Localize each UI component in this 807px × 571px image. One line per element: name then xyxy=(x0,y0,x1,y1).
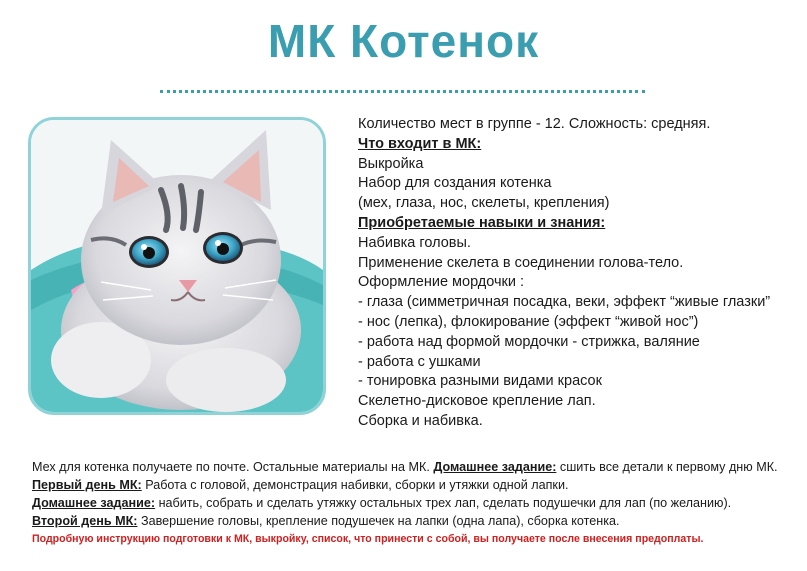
course-info xyxy=(358,115,798,432)
skill-item: - нос (лепка), флокирование (эффект “живой нос”) xyxy=(358,313,699,330)
day1-label: Первый день МК: xyxy=(32,478,142,492)
prepayment-note: Подробную инструкцию подготовки к МК, выкройку, список, что принести с собой, вы получаете после внесения предоплаты. xyxy=(32,533,704,545)
included-item: (мех, глаза, нос, скелеты, крепления) xyxy=(358,195,610,212)
page-title: МК Котенок xyxy=(267,15,540,67)
day2-label: Второй день МК: xyxy=(32,514,138,528)
homework-row xyxy=(32,494,802,512)
skill-item: - работа над формой мордочки - стрижка, валяние xyxy=(358,333,700,350)
skill-item: Набивка головы. xyxy=(358,234,471,251)
homework-text-1: сшить все детали к первому дню МК. xyxy=(559,460,778,474)
skill-item: Применение скелета в соединении голова-тело. xyxy=(358,254,684,271)
skill-item: - тонировка разными видами красок xyxy=(358,373,602,390)
homework-label-1: Домашнее задание: xyxy=(433,460,557,474)
included-item: Набор для создания котенка xyxy=(358,175,552,192)
dotted-divider xyxy=(160,90,645,93)
intro-line: Количество мест в группе - 12. Сложность: средняя. xyxy=(358,116,711,132)
skill-item: Сборка и набивка. xyxy=(358,412,483,429)
materials-row xyxy=(32,458,802,476)
homework-text-2: набить, собрать и сделать утяжку остальных трех лап, сделать подушечки для лап (по желанию). xyxy=(158,496,732,510)
skill-item: - работа с ушками xyxy=(358,353,481,370)
kitten-icon xyxy=(31,120,323,412)
included-heading: Что входит в МК: xyxy=(358,135,482,152)
materials-text: Мех для котенка получаете по почте. Остальные материалы на МК. xyxy=(32,460,430,474)
skill-item: Оформление мордочки : xyxy=(358,274,525,291)
homework-label-2: Домашнее задание: xyxy=(32,496,156,510)
skill-item: - глаза (симметричная посадка, веки, эффект “живые глазки” xyxy=(358,294,771,311)
kitten-photo xyxy=(28,117,326,415)
day2-row xyxy=(32,512,802,530)
skill-item: Скелетно-дисковое крепление лап. xyxy=(358,393,596,410)
day1-row xyxy=(32,476,802,494)
schedule-block xyxy=(32,458,802,548)
day2-text: Завершение головы, крепление подушечек на лапки (одна лапа), сборка котенка. xyxy=(140,514,620,528)
day1-text: Работа с головой, демонстрация набивки, сборки и утяжки одной лапки. xyxy=(145,478,569,492)
included-item: Выкройка xyxy=(358,155,424,172)
skills-heading: Приобретаемые навыки и знания: xyxy=(358,214,606,231)
